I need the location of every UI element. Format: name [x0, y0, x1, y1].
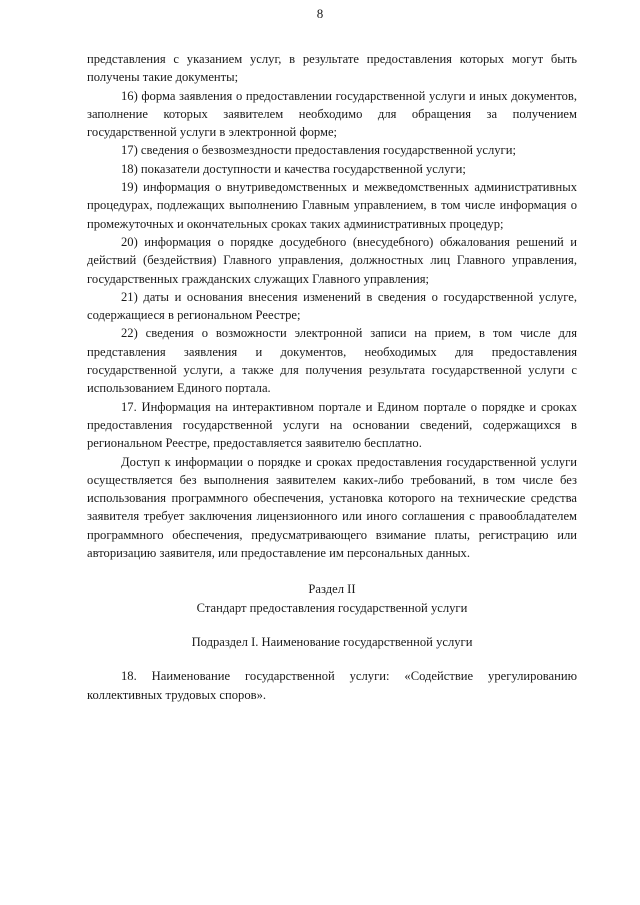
page-number: 8 — [316, 6, 324, 21]
subsection-title: Подраздел I. Наименование государственной услуги — [191, 634, 473, 649]
list-item-22: 22) сведения о возможности электронной записи на прием, в том числе для представления заявления и документов, необходимых для предоставления государственной услуги, а также для получения результата государственной услуги с использованием Единого портала. — [87, 326, 577, 396]
list-item-16: 16) форма заявления о предоставлении государственной услуги и иных документов, заполнение которых заявителем необходимо для обращения за получением государственной услуги в электронной форме; — [87, 88, 577, 140]
section-subtitle: Стандарт предоставления государственной услуги — [196, 600, 468, 615]
clause-18: 18. Наименование государственной услуги: «Содействие урегулированию коллективных трудовых споров». — [87, 669, 577, 702]
list-item-17: 17) сведения о безвозмездности предоставления государственной услуги; — [121, 143, 516, 158]
list-item-19: 19) информация о внутриведомственных и межведомственных административных процедурах, подлежащих выполнению Главным управлением, в том числе информация о промежуточных и окончательных сроках таких административных процедур; — [87, 180, 577, 231]
clause-17-access: Доступ к информации о порядке и сроках предоставления государственной услуги осуществляется без выполнения заявителем каких-либо требований, в том числе без использования программного обеспечения, установка которого на технические средства заявителя требует заключения лицензионного или иного соглашения с правообладателем программного обеспечения, предусматривающего взимание платы, регистрацию или авторизацию заявителя, или предоставление им персональных данных. — [87, 454, 577, 561]
clause-17: 17. Информация на интерактивном портале и Едином портале о порядке и сроках предоставления государственной услуги на основании сведений, содержащихся в региональном Реестре, предоставляется заявителю бесплатно. — [87, 399, 577, 451]
list-item-18: 18) показатели доступности и качества государственной услуги; — [121, 161, 466, 176]
document-body — [87, 50, 577, 704]
list-item-21: 21) даты и основания внесения изменений в сведения о государственной услуге, содержащиеся в региональном Реестре; — [87, 289, 577, 323]
section-title: Раздел II — [308, 582, 356, 597]
list-item-20: 20) информация о порядке досудебного (внесудебного) обжалования решений и действий (бездействия) Главного управления, должностных лиц Главного управления, государственных гражданских служащих Главного управления; — [87, 234, 577, 286]
paragraph-continuation: представления с указанием услуг, в результате предоставления которых могут быть получены такие документы; — [87, 52, 577, 85]
